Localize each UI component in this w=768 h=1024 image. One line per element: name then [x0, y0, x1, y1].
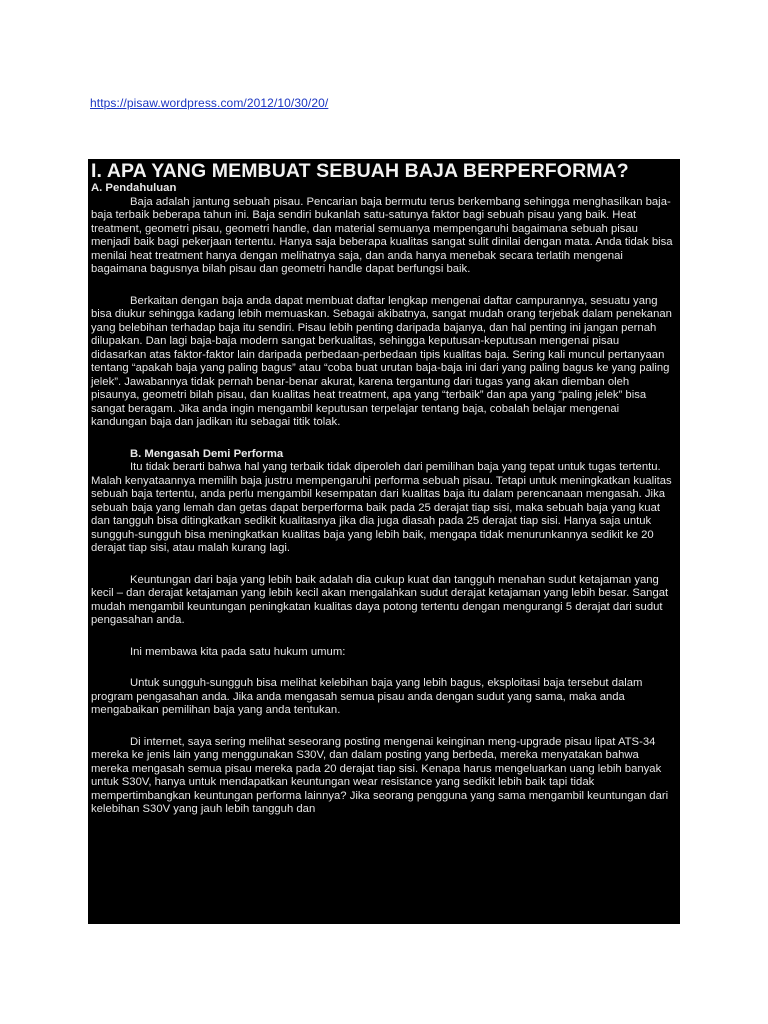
section-b-paragraph-1: Itu tidak berarti bahwa hal yang terbaik tidak diperoleh dari pemilihan baja yang tepat untuk tugas tertentu. Malah kenyataannya memilih baja justru mempengaruhi performa sebuah pisau. Tetapi untuk meningkatkan kualitas sebuah baja tertentu, anda perlu mengambil kesempatan dari kualitas baja itu dalam perencanaan mengasah. Jika sebuah baja yang lemah dan getas dapat berperforma baik pada 25 derajat tiap sisi, maka sebuah baja yang kuat dan tangguh bisa ditingkatkan sedikit kualitasnya jika dia juga diasah pada 25 derajat tiap sisi. Hanya saja untuk sungguh-sungguh bisa meningkatkan kualitas baja yang lebih baik, mengapa tidak menurunkannya sedikit ke 20 derajat tiap sisi, atau malah kurang lagi.	[91, 461, 672, 554]
section-b-heading: B. Mengasah Demi Performa	[130, 447, 284, 460]
article-title: I. APA YANG MEMBUAT SEBUAH BAJA BERPERFORMA?	[91, 160, 629, 182]
section-b-paragraph-3: Ini membawa kita pada satu hukum umum:	[130, 645, 346, 658]
section-a-paragraph-2: Berkaitan dengan baja anda dapat membuat daftar lengkap mengenai daftar campurannya, sesuatu yang bisa diukur sehingga kadang lebih memuaskan. Sebagai akibatnya, sangat mudah orang terjebak dalam penekanan yang belebihan terhadap baja itu sendiri. Pisau lebih penting daripada bajanya, dan hal penting ini jangan pernah dilupakan. Dan lagi baja-baja modern sangat berkualitas, sehingga keputusan-keputusan mengenai pisau didasarkan atas faktor-faktor lain daripada perbedaan-perbedaan tipis kualitas baja. Sering kali muncul pertanyaan tentang “apakah baja yang paling bagus” atau “coba buat urutan baja-baja ini dari yang paling bagus ke yang paling jelek”. Jawabannya tidak pernah benar-benar akurat, karena tergantung dari tugas yang akan diemban oleh pisaunya, geometri bilah pisau, dan kualitas heat treatment, apa yang “terbaik” dan apa yang “paling jelek” bisa sangat beragam. Jika anda ingin mengambil keputusan terpelajar tentang baja, cobalah belajar mengenai kandungan baja dan jadikan itu sebagai titik tolak.	[91, 294, 672, 428]
section-b-paragraph-5: Di internet, saya sering melihat seseorang posting mengenai keinginan meng-upgrade pisau lipat ATS-34 mereka ke jenis lain yang menggunakan S30V, dan dalam posting yang berbeda, mereka menyatakan bahwa mereka mengasah semua pisau mereka pada 20 derajat tiap sisi. Kenapa harus mengeluarkan uang lebih banyak untuk S30V, hanya untuk mendapatkan keuntungan wear resistance yang sedikit lebih baik tapi tidak mempertimbangkan keuntungan performa lainnya? Jika seorang pengguna yang sama mengambil keuntungan dari kelebihan S30V yang jauh lebih tangguh dan	[91, 735, 669, 815]
source-url-link[interactable]: https://pisaw.wordpress.com/2012/10/30/20/	[90, 96, 329, 110]
section-b-paragraph-2: Keuntungan dari baja yang lebih baik adalah dia cukup kuat dan tangguh menahan sudut ketajaman yang kecil – dan derajat ketajaman yang lebih kecil akan mengalahkan sudut derajat ketajaman yang lebih besar. Sangat mudah mengambil keuntungan peningkatan kualitas daya potong tertentu dengan mengurangi 5 derajat dari sudut pengasahan anda.	[91, 573, 669, 626]
section-a-heading: A. Pendahuluan	[91, 182, 177, 194]
section-b-paragraph-4: Untuk sungguh-sungguh bisa melihat kelebihan baja yang lebih bagus, eksploitasi baja tersebut dalam program pengasahan anda. Jika anda mengasah semua pisau anda dengan sudut yang sama, maka anda mengabaikan pemilihan baja yang anda tentukan.	[91, 677, 643, 716]
section-a-paragraph-1: Baja adalah jantung sebuah pisau. Pencarian baja bermutu terus berkembang sehingga menghasilkan baja-baja terbaik beberapa tahun ini. Baja sendiri bukanlah satu-satunya faktor bagi sebuah pisau yang baik. Heat treatment, geometri pisau, geometri handle, dan material semuanya mempengaruhi bagaimana sebuah pisau menjadi baik bagi pekerjaan tertentu. Hanya saja beberapa kualitas sangat sulit dinilai dengan mata. Anda tidak bisa menilai heat treatment hanya dengan melihatnya saja, dan anda hanya menebak secara terlatih mengenai bagaimana bagusnya bilah pisau dan geometri handle dapat berfungsi baik.	[91, 195, 673, 275]
article-block	[88, 159, 680, 924]
